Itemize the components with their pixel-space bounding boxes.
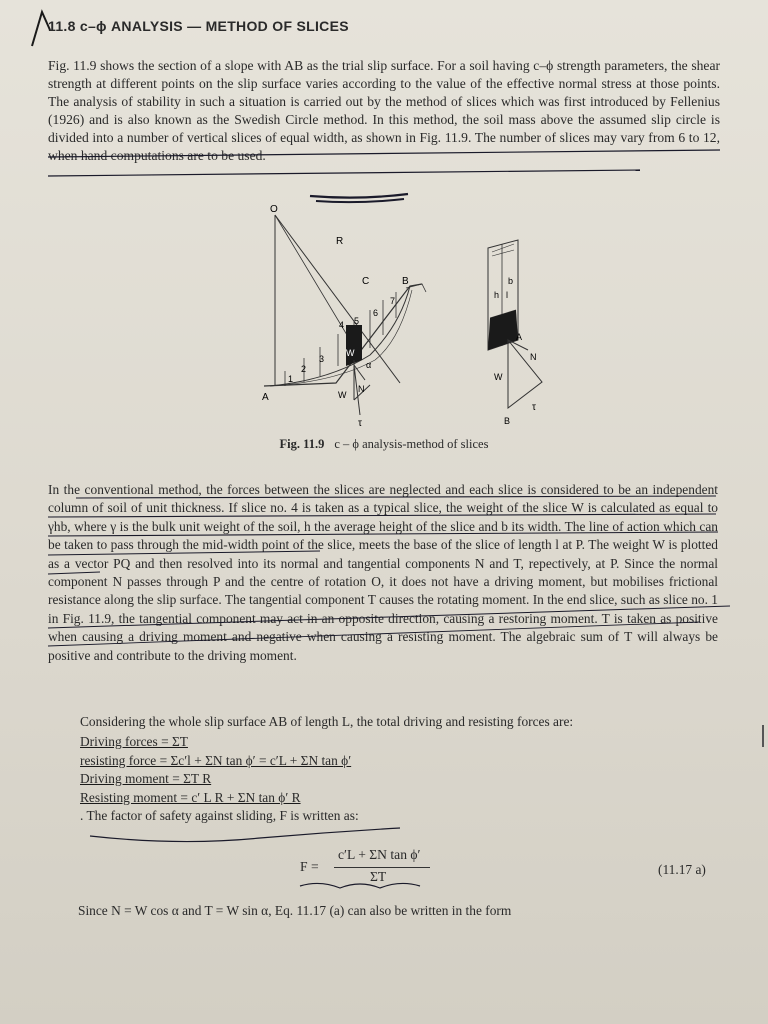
paragraph-conventional-method: In the conventional method, the forces between the slices are neglected and each slice is considered to be an independent column of soil of unit thickness. If slice no. 4 is taken as a typical slice, the weight of the slice W is calculated as equal to γhb, where γ is the bulk unit weight of the soil, h the average height of the slice and b its width. The line of action which can be taken to pass through the mid-width point of the slice, meets the base of the slice of length l at P. The weight W is plotted as a vector PQ and then resolved into its normal and tangential components N and T, repectively, at P. Since the normal component N passes through P and the centre of rotation O, it does not have a driving moment, but mobilises frictional resistance along the slip surface. The tangential component T causes the rotating moment. In the end slice, such as slice no. 1 in Fig. 11.9, the tangential component may act in an opposite direction, causing a restoring moment. T is taken as positive when causing a driving moment and negative when causing a resisting moment. The algebraic sum of T will always be positive and contribute to the driving moment. — [48, 482, 718, 663]
figure-number: Fig. 11.9 — [279, 437, 325, 451]
label-W-slice: W — [346, 348, 355, 358]
label-O: O — [270, 204, 278, 215]
label-C: C — [362, 276, 370, 287]
detail-label-B: B — [504, 416, 511, 426]
equation-resisting-force: resisting force = Σc′l + ΣN tan ϕ′ = c′L + ΣN tan ϕ′ — [80, 752, 352, 768]
equation-list — [80, 733, 720, 826]
formula-fraction-bar — [334, 867, 430, 868]
detail-label-h: h — [494, 290, 500, 300]
slice-2: 2 — [301, 364, 307, 374]
equation-resisting-moment: Resisting moment = c′ L R + ΣN tan ϕ′ R — [80, 789, 301, 805]
figure-caption — [0, 437, 768, 452]
label-A: A — [262, 392, 269, 403]
detail-label-tau: τ — [532, 402, 536, 413]
label-B: B — [402, 276, 409, 287]
slice-5: 5 — [354, 316, 360, 326]
slice-6: 6 — [373, 308, 379, 318]
formula-lhs: F = — [300, 859, 319, 874]
paragraph-intro: Fig. 11.9 shows the section of a slope with AB as the trial slip surface. For a soil having c–ϕ strength parameters, the shear strength at different points on the slip surface varies according to the value of the effective normal stress at those points. The analysis of stability in such a situation is carried out by the method of slices which was first introduced by Fellenius (1926) and is also known as the Swedish Circle method. In this method, the soil mass above the assumed slip circle is divided into a number of vertical slices of equal width, as shown in Fig. 11.9. The number of slices may vary from 6 to 12, when hand computations are to be used. — [48, 58, 720, 163]
label-tau: τ — [358, 418, 362, 429]
slice-4: 4 — [339, 320, 345, 330]
equation-number: (11.17 a) — [658, 862, 706, 877]
label-R: R — [336, 236, 344, 247]
label-W: W — [338, 390, 347, 400]
label-alpha: α — [366, 360, 372, 370]
section-heading: 11.8 c–ϕ ANALYSIS — METHOD OF SLICES — [48, 18, 349, 34]
figure-caption-text: c – ϕ analysis-method of slices — [334, 437, 489, 451]
factor-of-safety-intro: . The factor of safety against sliding, F is written as: — [80, 808, 359, 824]
slope-slices-figure — [250, 200, 570, 430]
detail-label-l: l — [506, 290, 508, 300]
paragraph-considering: Considering the whole slip surface AB of length L, the total driving and resisting forces are: — [80, 714, 574, 729]
formula-denominator: ΣT — [370, 869, 387, 884]
slice-3: 3 — [319, 354, 325, 364]
label-N: N — [358, 384, 365, 394]
detail-label-b: b — [508, 276, 514, 286]
slice-7: 7 — [390, 296, 396, 306]
equation-driving-moment: Driving moment = ΣT R — [80, 771, 212, 787]
factor-of-safety-formula — [300, 845, 500, 895]
margin-pen-mark — [762, 725, 764, 747]
detail-label-W: W — [494, 372, 503, 382]
equation-driving-forces: Driving forces = ΣT — [80, 734, 188, 749]
detail-label-N: N — [530, 352, 537, 362]
formula-numerator: c′L + ΣN tan ϕ′ — [338, 847, 421, 862]
detail-label-A: A — [516, 332, 523, 342]
last-line-text: Since N = W cos α and T = W sin α, Eq. 11.17 (a) can also be written in the form — [78, 903, 512, 918]
slice-1: 1 — [288, 374, 294, 384]
